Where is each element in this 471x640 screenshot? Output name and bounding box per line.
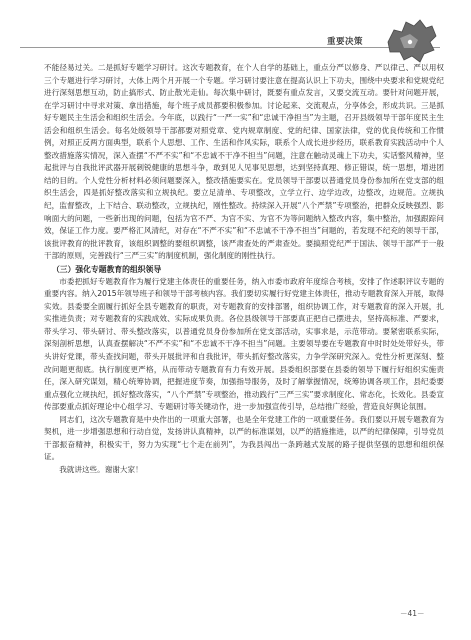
paragraph: 不能径易过关。二是抓好专题学习研讨。这次专题教育，在个人自学的基础上，重点分严以修身、严以律己、严以用权三个专题进行学习研讨，大体上两个月开展一个专题。学习研讨要注意在提高认识上下功夫，围绕中央要求和党规党纪进行深刻思想互动，防止搞形式、防止散光走仙。每次集中研讨，既要有重点发言，又要交流互动。要针对问题开展，在学习研讨中寻求对策、拿出措施，每个班子成员都要积极参加。讨论起来、交流观点，分享体会，形成共识。三是抓好专题民主生活会和组织生活会。今年底，以践行“一严一实”和“忠诚干净担当”为主题，召开县级领导干部年度民主生活会和组织生活会。每名处级领导干部都要对照党章、党内规章制度、党的纪律、国家法律，党的优良传统和工作惯例，对照正反两方面典型，联系个人思想、工作、生活和作风实际，联系个人成长进步经历，联系教育实践活动中个人整改措施落实情况，深入查摆“不严不实”和“不忠诚不干净不担当”问题，注意在触动灵魂上下功夫，实话整风精神，坚起批评与自我批评武器开展刺锐健康的思想斗争，敢到见人见事见思想，达到坚持真理、修正错误，统一思想，增进团结的目的。个人党性分析材料必须问题要深入，整改措施要实在。党员领导干部要以普通党员身份参加所在党支部的组织生活会，四是抓好整改落实和立规执纪。要立足清单、专项整改，立学立行、边学边改，边整改，边规范。立规执纪，监督整改，上下结合、联动整改，立规执纪，刚性整改。持续深入开展“八个严禁”专项整治，把群众反映强烈、影响面大的问题，一些新出现的问题，包括为官不严、为官不实、为官不为等问题纳入整改内容，集中整治，加强跟踪问效，保证工作力度。要严格汇风清纪，对存在“不严不实”和“不忠诚不干净不担当”问题的，若发现不纪充的领导干部，该批评教育的批评教育，该组织调整的要组织调整，该严肃查处的严肃查处。要搞照党纪严于国法、领导干部严于一般干部的原则，完善践行“三严三实”的制度机制，强化制度的刚性执行。 [44, 63, 444, 261]
page-number: －41－ [400, 609, 425, 618]
paragraph: 我就讲这些。谢谢大家！ [59, 464, 143, 474]
paragraph: 同志们，这次专题教育是中央作出的一项重大部署，也是全年党建工作的一项重要任务。我们要以开展专题教育为契机，进一步增强思想和行动自觉，发扬讲认真精神，以严的标准谋划，以严的措施推进，以严的纪律保障，引导党员干部振奋精神，积极实干，努力为实现“七个走在前列”，为我县闯出一条跨越式发展的路子提供坚强的思想和组织保证。 [44, 414, 444, 462]
page-header [0, 0, 471, 56]
map-emblem-icon [380, 12, 444, 64]
article-body [44, 62, 444, 477]
header-rule [20, 47, 440, 48]
section-label: 重要决策 [327, 37, 364, 47]
section-subheading: （三）强化专题教育的组织领导 [52, 264, 162, 274]
paragraph: 市委把抓好专题教育作为履行党建主体责任的重要任务，纳入市委市政府年度综合考核，安排了作述职评议专题的重要内容。纳入2015年领导班子和领导干部考核内容。我们要切实履行好党建主体责任，推动专题教育深入开展，取得实效。县委要全面履行抓好全县专题教育的职责，对专题教育的安排部署，组织协调工作，对专题教育的深入开展，扎实推进负责；对专题教育的实践成效、实际成果负责。各位县级领导干部要真正把自己摆进去，坚持高标准、严要求，带头学习、带头研讨、带头整改落实，以普通党员身份参加所在党支部活动，实事求是，示范带动。要紧密联系实际，深刻剖析思想，认真查摆解决“不严不实”和“不忠诚不干净不担当”问题。主要领导要在专题教育中时时处处带好头，带头讲好党课，带头查找问题，带头开展批评和自我批评，带头抓好整改落实，力争学深研究深入。党性分析更深刻、整改问题更彻底。执行制度更严格，从而带动专题教育有力有效开展。县委组织部要在县委的领导下履行好组织实施责任，深入研究谋划，精心统筹协调，把握进度节奏，加强指导服务，及时了解掌握情况，统筹协调各项工作，县纪委要重点强化立规执纪，抓好整改落实，“八个严禁”专项整治，推动践行“三严三实”要求制度化、常态化，长效化。县委宣传部要重点抓好理论中心组学习、专题研讨等关键动作，进一步加强宣传引导，总结推广经验，营造良好舆论氛围。 [44, 276, 444, 412]
